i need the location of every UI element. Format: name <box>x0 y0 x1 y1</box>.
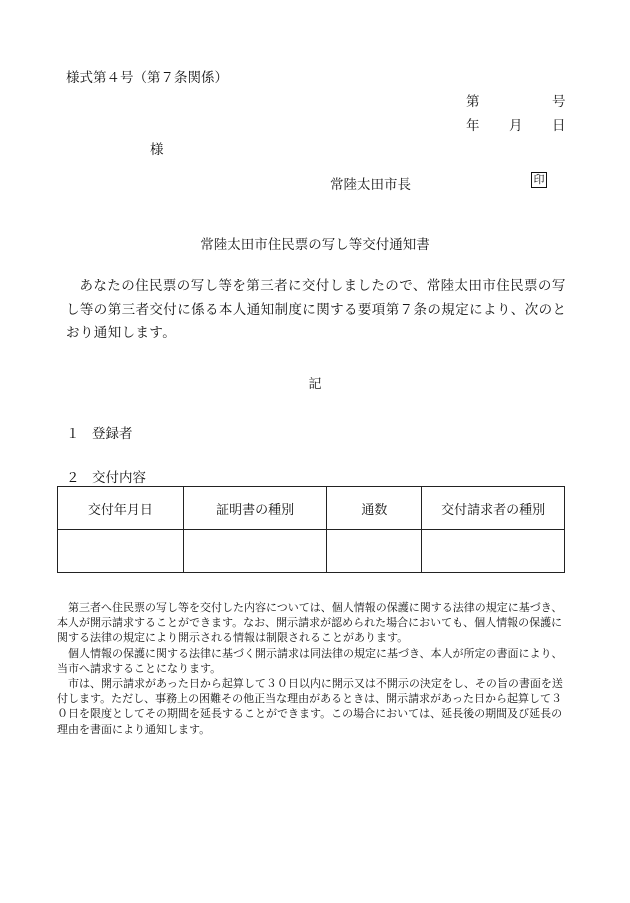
section-2-label: 交付内容 <box>92 470 146 486</box>
date-year: 年 <box>466 118 480 134</box>
date-month: 月 <box>509 118 523 134</box>
header-certificate-type: 証明書の種別 <box>183 487 327 530</box>
cell-copies <box>327 530 422 573</box>
header-issue-date: 交付年月日 <box>58 487 184 530</box>
doc-number-suffix: 号 <box>552 94 566 110</box>
header-copies: 通数 <box>327 487 422 530</box>
addressee-suffix: 様 <box>150 142 164 158</box>
seal-mark: 印 <box>531 172 547 188</box>
cell-requester-type <box>422 530 565 573</box>
section-issue-details <box>66 466 146 486</box>
cell-issue-date <box>58 530 184 573</box>
table-header-row <box>58 487 565 530</box>
issuer-name: 常陸太田市長 <box>330 177 411 193</box>
header-requester-type: 交付請求者の種別 <box>422 487 565 530</box>
document-title: 常陸太田市住民票の写し等交付通知書 <box>200 237 430 253</box>
date-day: 日 <box>552 118 566 134</box>
note-paragraph: 第三者へ住民票の写し等を交付した内容については、個人情報の保護に関する法律の規定に基づき、本人が開示請求することができます。なお、開示請求が認められた場合においても、個人情報の保護に関する法律の規定により開示される情報は制限されることがあります。 <box>57 601 563 645</box>
form-number: 様式第４号（第７条関係） <box>66 70 228 86</box>
notes-block <box>57 600 569 737</box>
section-1-number: １ <box>66 426 80 442</box>
intro-paragraph: あなたの住民票の写し等を第三者に交付しましたので、常陸太田市住民票の写し等の第三者交付に係る本人通知制度に関する要項第７条の規定により、次のとおり通知します。 <box>66 278 567 341</box>
section-2-number: ２ <box>66 470 80 486</box>
table-row <box>58 530 565 573</box>
section-1-label: 登録者 <box>92 426 133 442</box>
ki-heading: 記 <box>308 377 322 392</box>
section-registrant <box>66 422 133 442</box>
doc-number-prefix: 第 <box>466 94 480 110</box>
note-paragraph: 市は、開示請求があった日から起算して３０日以内に開示又は不開示の決定をし、その旨の書面を送付します。ただし、事務上の困難その他正当な理由があるときは、開示請求があった日から起算して３０日を限度としてその期間を延長することができます。この場合においては、延長後の期間及び延長の理由を書面により通知します。 <box>57 677 563 736</box>
note-paragraph: 個人情報の保護に関する法律に基づく開示請求は同法律の規定に基づき、本人が所定の書面により、当市へ請求することになります。 <box>57 646 563 675</box>
issue-details-table <box>57 486 565 573</box>
cell-certificate-type <box>183 530 327 573</box>
